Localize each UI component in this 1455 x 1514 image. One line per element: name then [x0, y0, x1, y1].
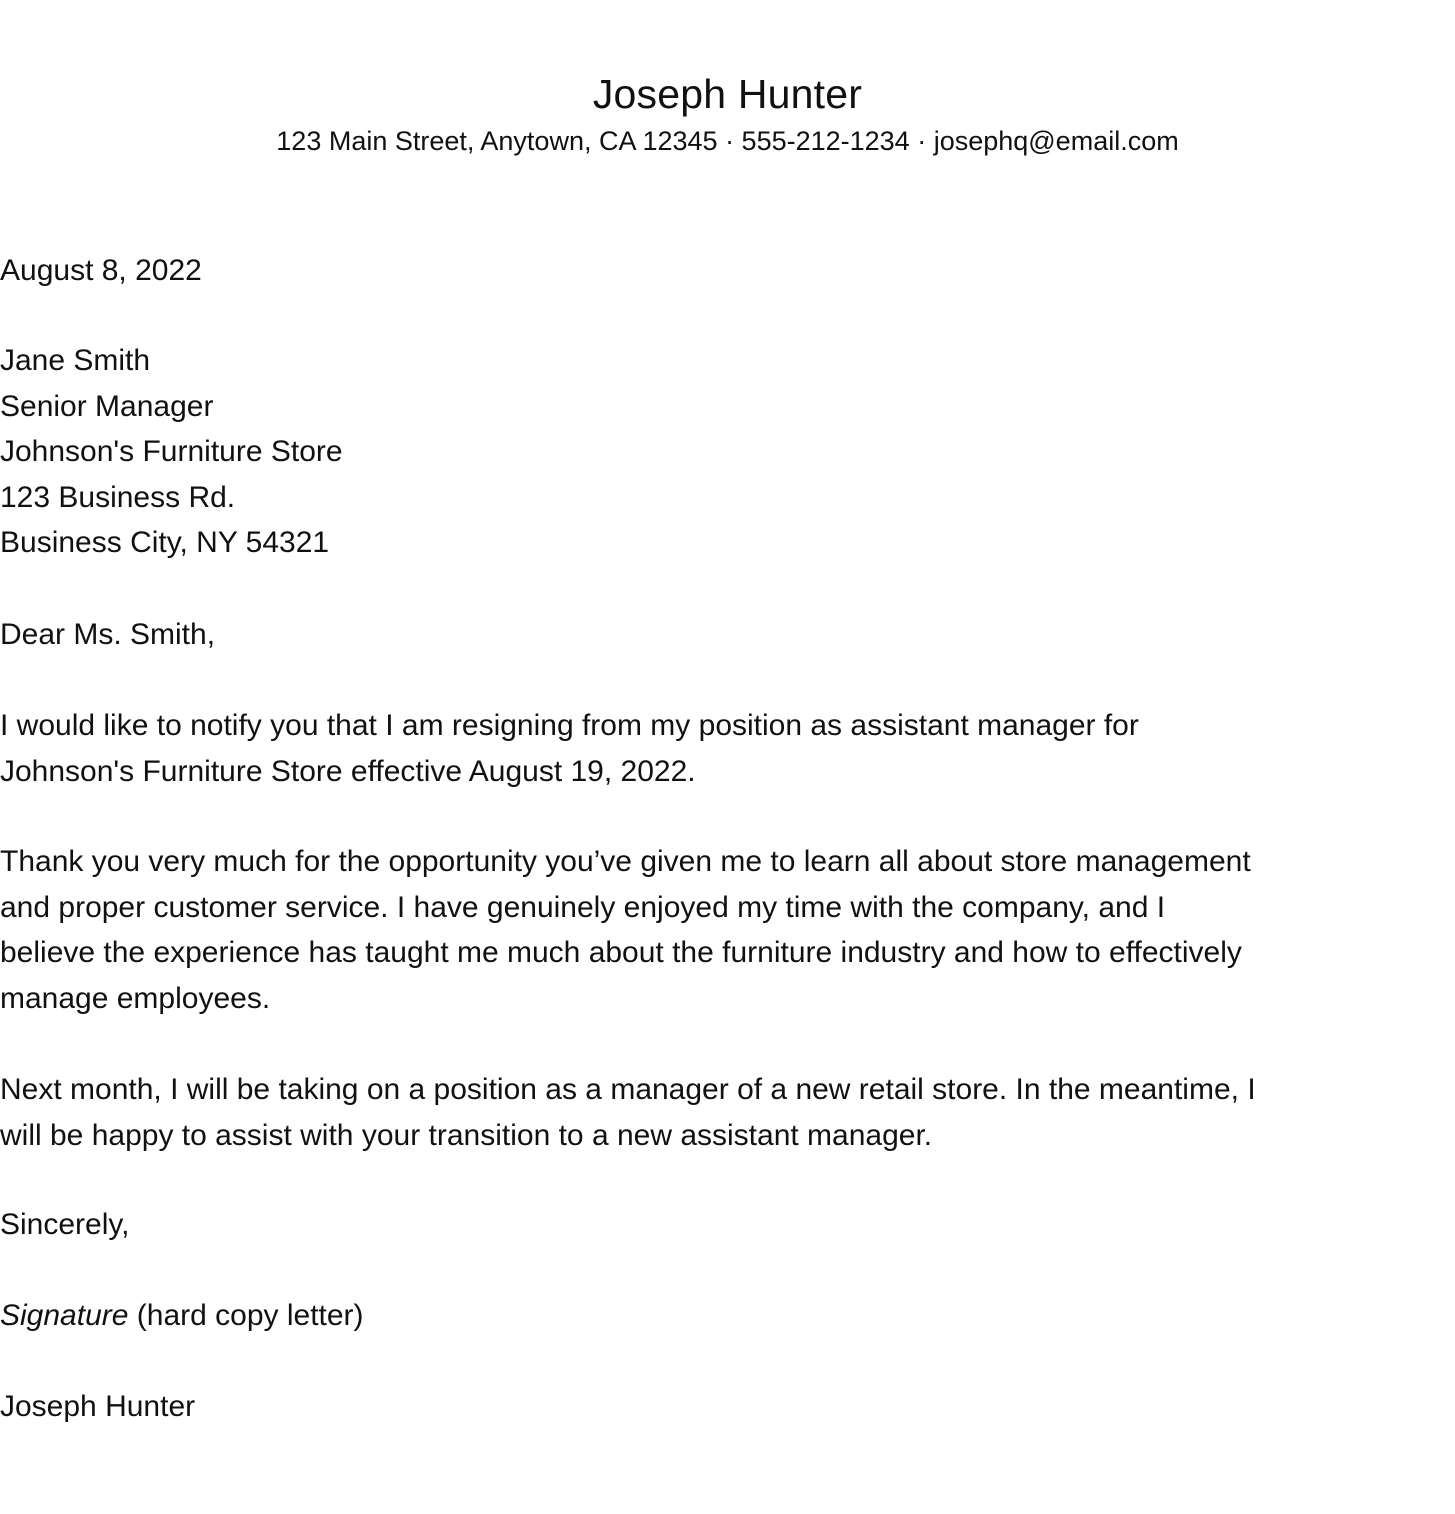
- paragraph-line: Thank you very much for the opportunity you’ve given me to learn all about store management: [0, 845, 1251, 878]
- paragraph-line: manage employees.: [0, 981, 271, 1015]
- recipient-company: Johnson's Furniture Store: [0, 435, 343, 468]
- body-paragraph-resignation: [0, 703, 1450, 794]
- recipient-name: Jane Smith: [0, 344, 151, 377]
- body-paragraph-transition: [0, 1067, 1450, 1158]
- paragraph-line: I would like to notify you that I am resigning from my position as assistant manager for: [0, 709, 1139, 742]
- paragraph-line: Next month, I will be taking on a position as a manager of a new retail store. In the meantime, I: [0, 1073, 1256, 1106]
- recipient-city: Business City, NY 54321: [0, 526, 330, 559]
- body-paragraph-thanks: [0, 839, 1450, 1021]
- signature-label: Signature: [0, 1299, 129, 1332]
- salutation: Dear Ms. Smith,: [0, 618, 216, 651]
- paragraph-line: believe the experience has taught me much about the furniture industry and how to effectively: [0, 936, 1242, 969]
- sender-name: Joseph Hunter: [592, 71, 863, 117]
- signature-placeholder: [0, 1293, 1450, 1339]
- recipient-street: 123 Business Rd.: [0, 480, 236, 514]
- recipient-title: Senior Manager: [0, 389, 214, 423]
- letterhead: [0, 68, 1455, 158]
- closing: Sincerely,: [0, 1208, 130, 1241]
- letter-date: August 8, 2022: [0, 254, 202, 287]
- paragraph-line: Johnson's Furniture Store effective August 19, 2022.: [0, 754, 696, 788]
- signature-note: (hard copy letter): [128, 1299, 364, 1332]
- paragraph-line: and proper customer service. I have genuinely enjoyed my time with the company, and I: [0, 890, 1166, 924]
- sender-contact-info: 123 Main Street, Anytown, CA 12345 · 555-212-1234 · josephq@email.com: [276, 126, 1179, 156]
- paragraph-line: will be happy to assist with your transition to a new assistant manager.: [0, 1118, 933, 1152]
- signer-name: Joseph Hunter: [0, 1390, 196, 1423]
- recipient-address-block: [0, 338, 1450, 566]
